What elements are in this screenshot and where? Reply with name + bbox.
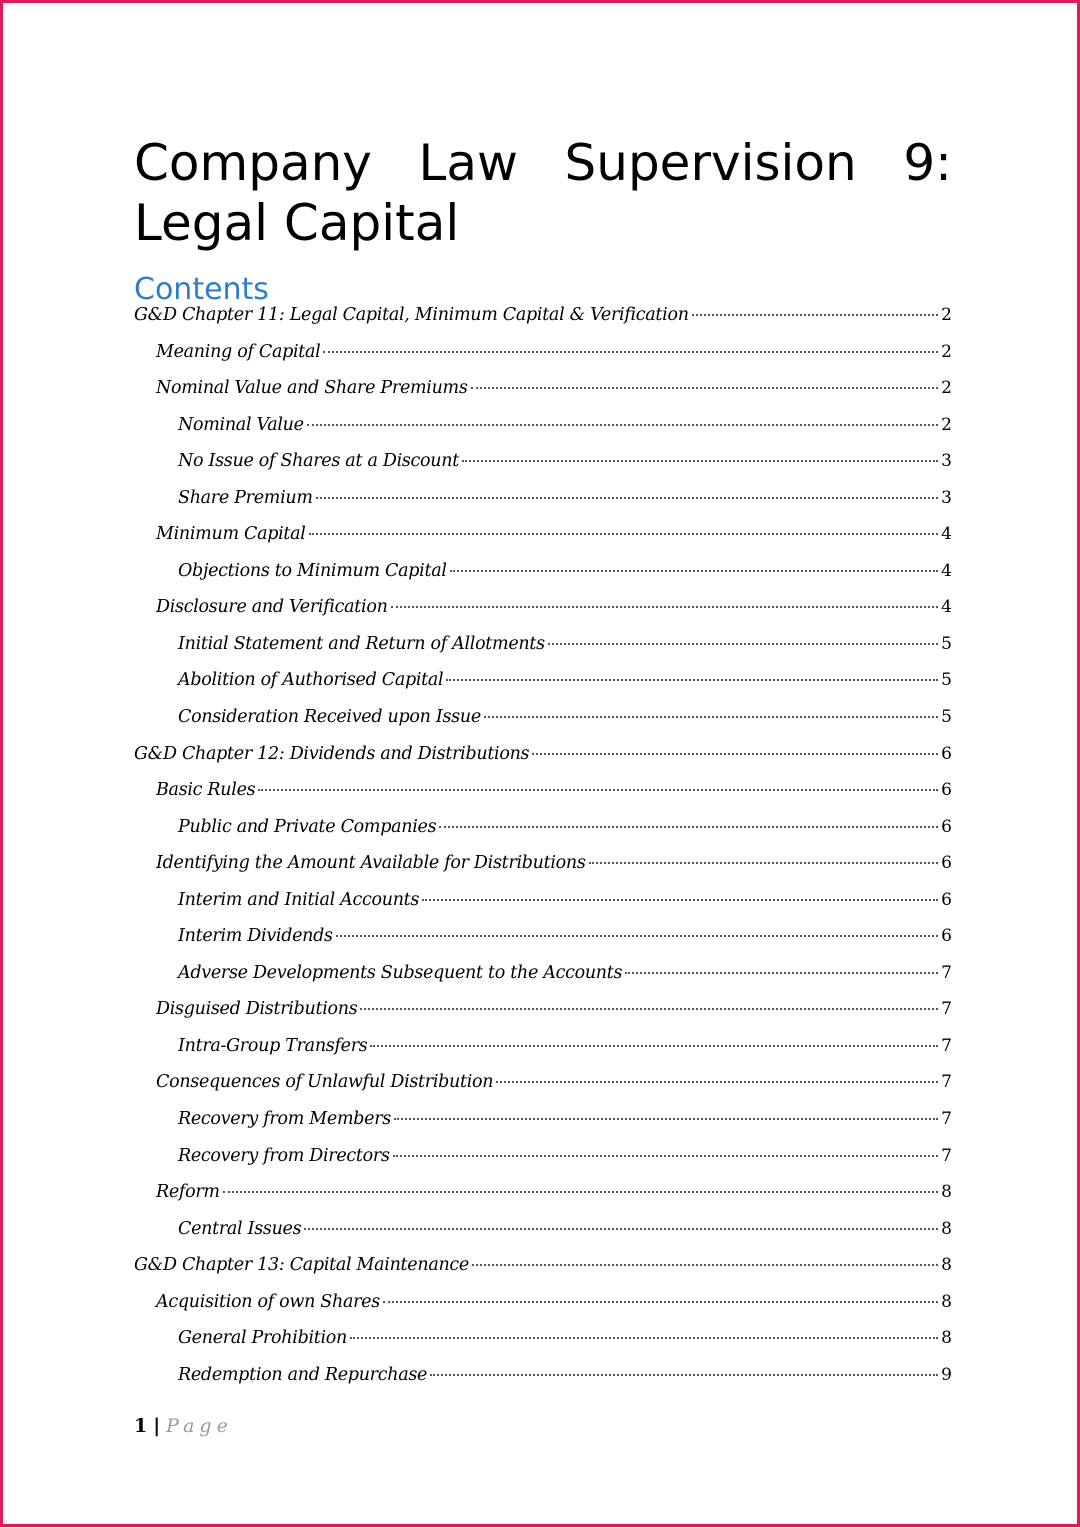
toc-entry-label[interactable]: Public and Private Companies [178,816,437,837]
toc-entry-label[interactable]: Share Premium [178,487,313,508]
toc-entry-page-number[interactable]: 5 [941,670,952,691]
toc-dot-leader [472,1264,938,1266]
footer-page-number: 1 [134,1415,148,1437]
toc-entry[interactable] [134,415,952,452]
toc-entry-label[interactable]: Nominal Value and Share Premiums [156,378,468,399]
toc-dot-leader [370,1045,938,1047]
toc-entry-label[interactable]: Recovery from Directors [178,1145,390,1166]
toc-entry-page-number[interactable]: 7 [941,1035,952,1056]
toc-entry-label[interactable]: Abolition of Authorised Capital [178,670,444,691]
toc-dot-leader [532,753,938,755]
toc-entry[interactable] [134,1365,952,1402]
toc-entry-label[interactable]: Consideration Received upon Issue [178,707,481,728]
toc-entry-label[interactable]: Reform [156,1182,220,1203]
toc-entry[interactable] [134,1255,952,1292]
toc-entry-label[interactable]: No Issue of Shares at a Discount [178,451,459,472]
toc-entry-page-number[interactable]: 6 [941,853,952,874]
toc-entry[interactable] [134,561,952,598]
toc-dot-leader [422,899,938,901]
toc-entry-label[interactable]: Objections to Minimum Capital [178,560,447,581]
toc-entry-label[interactable]: Acquisition of own Shares [156,1291,380,1312]
toc-entry-label[interactable]: Central Issues [178,1218,302,1239]
toc-dot-leader [589,862,939,864]
toc-entry[interactable] [134,744,952,781]
contents-heading: Contents [134,272,269,307]
toc-entry[interactable] [134,524,952,561]
title-word: Company [134,134,372,192]
toc-entry-page-number[interactable]: 6 [941,743,952,764]
toc-entry[interactable] [134,378,952,415]
toc-entry-page-number[interactable]: 9 [941,1364,952,1385]
toc-entry-page-number[interactable]: 5 [941,633,952,654]
toc-entry-page-number[interactable]: 8 [941,1291,952,1312]
toc-entry-label[interactable]: G&D Chapter 12: Dividends and Distributions [134,743,530,764]
document-title-line-2: Legal Capital [134,194,460,252]
toc-entry-page-number[interactable]: 4 [941,524,952,545]
toc-dot-leader [446,679,938,681]
toc-entry[interactable] [134,451,952,488]
toc-entry[interactable] [134,707,952,744]
toc-dot-leader [323,351,938,353]
toc-entry-page-number[interactable]: 2 [941,414,952,435]
toc-dot-leader [307,424,938,426]
toc-entry-label[interactable]: Identifying the Amount Available for Distributions [156,853,586,874]
toc-entry-page-number[interactable]: 7 [941,962,952,983]
toc-dot-leader [439,826,938,828]
toc-entry-page-number[interactable]: 3 [941,487,952,508]
toc-entry[interactable] [134,305,952,342]
toc-entry-label[interactable]: Interim and Initial Accounts [178,889,420,910]
toc-dot-leader [350,1337,938,1339]
toc-dot-leader [391,606,939,608]
toc-entry-page-number[interactable]: 6 [941,889,952,910]
toc-entry[interactable] [134,1146,952,1183]
toc-dot-leader [462,460,938,462]
toc-entry-label[interactable]: Adverse Developments Subsequent to the Accounts [178,962,623,983]
toc-entry[interactable] [134,853,952,890]
title-word: 9: [903,134,952,192]
table-of-contents [134,305,952,1401]
toc-dot-leader [450,570,939,572]
page-footer [134,1415,233,1437]
toc-dot-leader [360,1008,938,1010]
toc-entry[interactable] [134,1182,952,1219]
toc-dot-leader [223,1191,938,1193]
toc-entry-page-number[interactable]: 8 [941,1218,952,1239]
toc-entry-page-number[interactable]: 7 [941,1145,952,1166]
toc-entry-page-number[interactable]: 8 [941,1255,952,1276]
toc-entry-page-number[interactable]: 5 [941,707,952,728]
toc-entry-label[interactable]: Recovery from Members [178,1109,391,1130]
toc-entry-page-number[interactable]: 2 [941,305,952,325]
toc-dot-leader [304,1228,938,1230]
toc-entry-page-number[interactable]: 6 [941,816,952,837]
toc-entry-label[interactable]: Basic Rules [156,780,256,801]
toc-entry-page-number[interactable]: 6 [941,926,952,947]
toc-entry[interactable] [134,890,952,927]
toc-dot-leader [548,643,938,645]
toc-entry[interactable] [134,597,952,634]
toc-entry[interactable] [134,1328,952,1365]
toc-entry-page-number[interactable]: 8 [941,1182,952,1203]
title-word: Supervision [564,134,857,192]
toc-dot-leader [393,1155,939,1157]
toc-dot-leader [692,314,939,316]
toc-entry-page-number[interactable]: 7 [941,1109,952,1130]
toc-entry[interactable] [134,488,952,525]
toc-entry[interactable] [134,670,952,707]
toc-entry[interactable] [134,1072,952,1109]
toc-dot-leader [625,972,938,974]
toc-entry-label[interactable]: G&D Chapter 13: Capital Maintenance [134,1255,469,1276]
toc-dot-leader [496,1081,938,1083]
toc-dot-leader [258,789,938,791]
title-word: Law [418,134,518,192]
toc-entry-page-number[interactable]: 7 [941,1072,952,1093]
toc-dot-leader [430,1374,938,1376]
toc-entry-page-number[interactable]: 2 [941,378,952,399]
toc-dot-leader [309,533,939,535]
toc-entry-page-number[interactable]: 8 [941,1328,952,1349]
toc-dot-leader [336,935,938,937]
toc-entry-label[interactable]: Intra-Group Transfers [178,1035,368,1056]
toc-entry[interactable] [134,817,952,854]
toc-entry-label[interactable]: Disguised Distributions [156,999,358,1020]
toc-dot-leader [471,387,939,389]
toc-entry-page-number[interactable]: 4 [941,597,952,618]
footer-page-label: Page [166,1415,233,1437]
toc-entry-page-number[interactable]: 4 [941,560,952,581]
toc-entry[interactable] [134,926,952,963]
toc-entry-label[interactable]: Redemption and Repurchase [178,1364,428,1385]
toc-entry[interactable] [134,342,952,379]
toc-dot-leader [316,497,939,499]
toc-entry[interactable] [134,634,952,671]
toc-entry[interactable] [134,1292,952,1329]
toc-entry[interactable] [134,1109,952,1146]
toc-entry[interactable] [134,780,952,817]
toc-dot-leader [484,716,938,718]
toc-entry-label[interactable]: Meaning of Capital [156,341,321,362]
toc-entry-page-number[interactable]: 2 [941,341,952,362]
toc-entry-label[interactable]: General Prohibition [178,1328,348,1349]
toc-entry[interactable] [134,1036,952,1073]
toc-entry[interactable] [134,963,952,1000]
toc-entry-label[interactable]: G&D Chapter 11: Legal Capital, Minimum Capital & Verification [134,305,689,325]
toc-entry-page-number[interactable]: 3 [941,451,952,472]
toc-entry-label[interactable]: Interim Dividends [178,926,333,947]
document-title-line-1 [134,133,952,193]
toc-dot-leader [383,1301,938,1303]
toc-entry[interactable] [134,1219,952,1256]
toc-entry-label[interactable]: Initial Statement and Return of Allotments [178,633,545,654]
toc-entry-label[interactable]: Consequences of Unlawful Distribution [156,1072,494,1093]
document-title [134,133,952,253]
toc-entry-page-number[interactable]: 7 [941,999,952,1020]
toc-dot-leader [394,1118,938,1120]
toc-entry[interactable] [134,999,952,1036]
toc-entry-label[interactable]: Disclosure and Verification [156,597,388,618]
toc-entry-label[interactable]: Nominal Value [178,414,304,435]
footer-separator: | [153,1415,161,1437]
toc-entry-page-number[interactable]: 6 [941,780,952,801]
toc-entry-label[interactable]: Minimum Capital [156,524,306,545]
